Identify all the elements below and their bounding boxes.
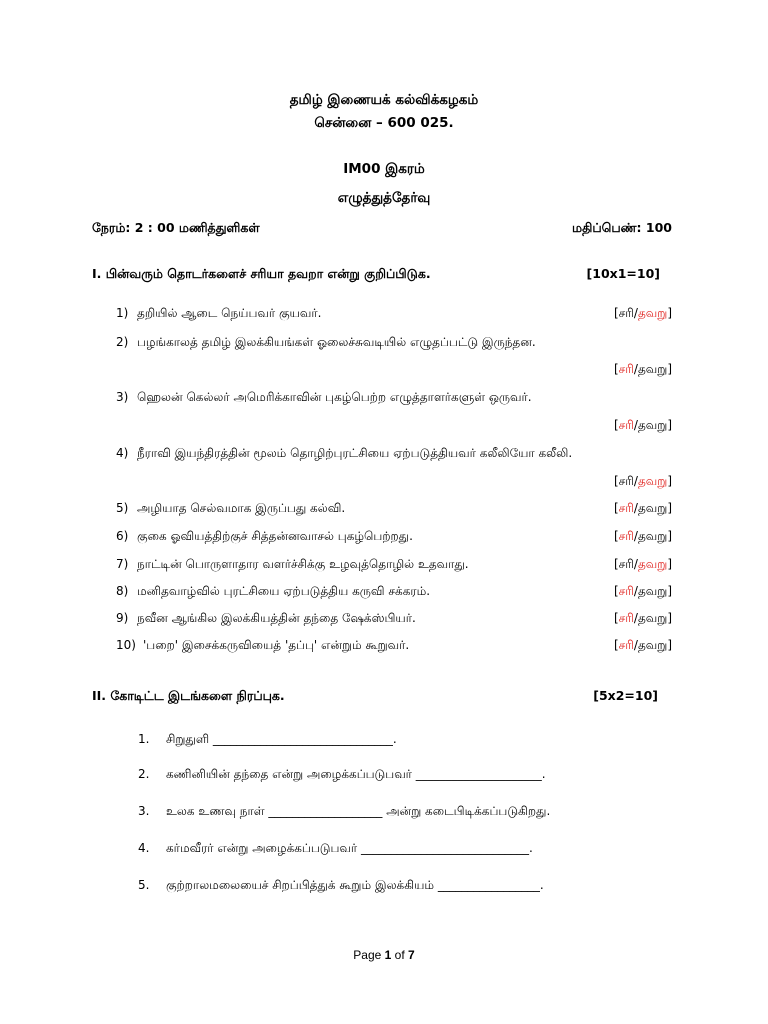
answer-correct: சரி xyxy=(618,611,634,625)
statement-text: நாட்டின் பொருளாதார வளர்ச்சிக்கு உழவுத்தொழில் உதவாது. xyxy=(137,557,469,571)
answer-wrong: தவறு xyxy=(637,418,668,432)
blank-sentence: குற்றாலமலையைச் சிறப்பித்துக் கூறும் இலக்கியம் _________________. xyxy=(166,878,544,892)
bracket-open: [ xyxy=(613,306,619,320)
page-current: 1 xyxy=(384,948,392,962)
item-number: 10) xyxy=(116,638,136,652)
blank-sentence: சிறுதுளி ______________________________. xyxy=(166,732,397,746)
page-number xyxy=(0,948,768,962)
bracket-open: [ xyxy=(613,584,619,598)
answer-correct: சரி xyxy=(618,418,634,432)
item-number: 3. xyxy=(138,804,150,818)
statement-text: ஹெலன் கெல்லர் அமெரிக்காவின் புகழ்பெற்ற எழுத்தாளர்களுள் ஒருவர். xyxy=(137,390,532,404)
section-1-title: I. பின்வரும் தொடர்களைச் சரியா தவறா என்று குறிப்பிடுக. xyxy=(92,266,431,281)
answer-wrong: தவறு xyxy=(637,474,668,488)
bracket-open: [ xyxy=(613,501,619,515)
answer-wrong: தவறு xyxy=(637,557,668,571)
statement-text: மனிதவாழ்வில் புரட்சியை ஏற்படுத்திய கருவி சக்கரம். xyxy=(137,584,431,598)
item-number: 2. xyxy=(138,767,150,781)
bracket-close: ] xyxy=(667,584,672,598)
bracket-open: [ xyxy=(613,474,619,488)
item-number: 6) xyxy=(116,529,129,543)
answer-separator: / xyxy=(633,557,638,571)
bracket-close: ] xyxy=(667,611,672,625)
institute-name: தமிழ் இணையக் கல்விக்கழகம் xyxy=(289,92,479,108)
statement-text: 'பறை' இசைக்கருவியைத் 'தப்பு' என்றும் கூறுவர். xyxy=(143,638,410,652)
bracket-open: [ xyxy=(613,418,619,432)
total-marks: மதிப்பெண்: 100 xyxy=(572,220,672,235)
answer-choice xyxy=(614,501,672,517)
statement-text: தறியில் ஆடை நெய்பவர் குயவர். xyxy=(137,306,322,320)
answer-correct: சரி xyxy=(618,584,634,598)
answer-wrong: தவறு xyxy=(637,501,668,515)
exam-duration: நேரம்: 2 : 00 மணித்துளிகள் xyxy=(92,220,260,235)
statement-text: குகை ஓவியத்திற்குச் சித்தன்னவாசல் புகழ்பெற்றது. xyxy=(137,529,413,543)
statement-text: பழங்காலத் தமிழ் இலக்கியங்கள் ஓலைச்சுவடியில் எழுதப்பட்டு இருந்தன. xyxy=(137,335,536,349)
exam-level: IM00 இகரம் xyxy=(343,161,425,177)
answer-separator: / xyxy=(633,474,638,488)
bracket-open: [ xyxy=(613,529,619,543)
answer-wrong: தவறு xyxy=(637,529,668,543)
bracket-close: ] xyxy=(667,557,672,571)
page-mid: of xyxy=(391,948,409,962)
answer-choice xyxy=(614,418,672,434)
blank-sentence: உலக உணவு நாள் ___________________ அன்று கடைபிடிக்கப்படுகிறது. xyxy=(166,804,551,818)
answer-separator: / xyxy=(633,611,638,625)
bracket-close: ] xyxy=(667,418,672,432)
bracket-close: ] xyxy=(667,638,672,652)
answer-choice xyxy=(614,584,672,600)
answer-correct: சரி xyxy=(618,529,634,543)
bracket-open: [ xyxy=(613,638,619,652)
bracket-open: [ xyxy=(613,362,619,376)
bracket-close: ] xyxy=(667,474,672,488)
answer-wrong: தவறு xyxy=(637,584,668,598)
answer-wrong: தவறு xyxy=(637,306,668,320)
answer-choice xyxy=(614,362,672,378)
answer-choice xyxy=(614,557,672,573)
section-2-title: II. கோடிட்ட இடங்களை நிரப்புக. xyxy=(92,688,285,703)
item-number: 8) xyxy=(116,584,129,598)
answer-correct: சரி xyxy=(618,306,634,320)
bracket-open: [ xyxy=(613,557,619,571)
answer-correct: சரி xyxy=(618,474,634,488)
answer-wrong: தவறு xyxy=(637,638,668,652)
statement-text: அழியாத செல்வமாக இருப்பது கல்வி. xyxy=(137,501,346,515)
answer-correct: சரி xyxy=(618,638,634,652)
blank-sentence: கர்மவீரர் என்று அழைக்கப்படுபவர் ____________________________. xyxy=(166,841,533,855)
bracket-close: ] xyxy=(667,501,672,515)
section-1-marks: [10x1=10] xyxy=(586,266,660,281)
answer-choice xyxy=(614,638,672,654)
item-number: 4) xyxy=(116,446,129,460)
item-number: 9) xyxy=(116,611,129,625)
bracket-open: [ xyxy=(613,611,619,625)
institute-address: சென்னை – 600 025. xyxy=(314,115,454,131)
statement-text: நீராவி இயந்திரத்தின் மூலம் தொழிற்புரட்சியை ஏற்படுத்தியவர் கலீலியோ கலீலி. xyxy=(137,446,573,460)
item-number: 2) xyxy=(116,335,129,349)
item-number: 4. xyxy=(138,841,150,855)
answer-separator: / xyxy=(633,529,638,543)
answer-choice xyxy=(614,529,672,545)
answer-separator: / xyxy=(633,584,638,598)
page-total: 7 xyxy=(408,948,415,962)
answer-wrong: தவறு xyxy=(637,362,668,376)
page-prefix: Page xyxy=(353,948,385,962)
statement-text: நவீன ஆங்கில இலக்கியத்தின் தந்தை ஷேக்ஸ்பியர். xyxy=(137,611,416,625)
answer-correct: சரி xyxy=(618,557,634,571)
exam-type: எழுத்துத்தேர்வு xyxy=(337,190,431,206)
item-number: 5) xyxy=(116,501,129,515)
bracket-close: ] xyxy=(667,529,672,543)
item-number: 1) xyxy=(116,306,129,320)
bracket-close: ] xyxy=(667,306,672,320)
answer-wrong: தவறு xyxy=(637,611,668,625)
item-number: 1. xyxy=(138,732,150,746)
answer-separator: / xyxy=(633,418,638,432)
bracket-close: ] xyxy=(667,362,672,376)
item-number: 7) xyxy=(116,557,129,571)
answer-choice xyxy=(614,474,672,490)
answer-separator: / xyxy=(633,501,638,515)
answer-separator: / xyxy=(633,362,638,376)
answer-separator: / xyxy=(633,638,638,652)
blank-sentence: கணினியின் தந்தை என்று அழைக்கப்படுபவர் _____________________. xyxy=(166,767,546,781)
section-2-marks: [5x2=10] xyxy=(593,688,658,703)
answer-separator: / xyxy=(633,306,638,320)
answer-choice xyxy=(614,611,672,627)
item-number: 3) xyxy=(116,390,129,404)
answer-choice xyxy=(614,306,672,322)
answer-correct: சரி xyxy=(618,501,634,515)
answer-correct: சரி xyxy=(618,362,634,376)
item-number: 5. xyxy=(138,878,150,892)
